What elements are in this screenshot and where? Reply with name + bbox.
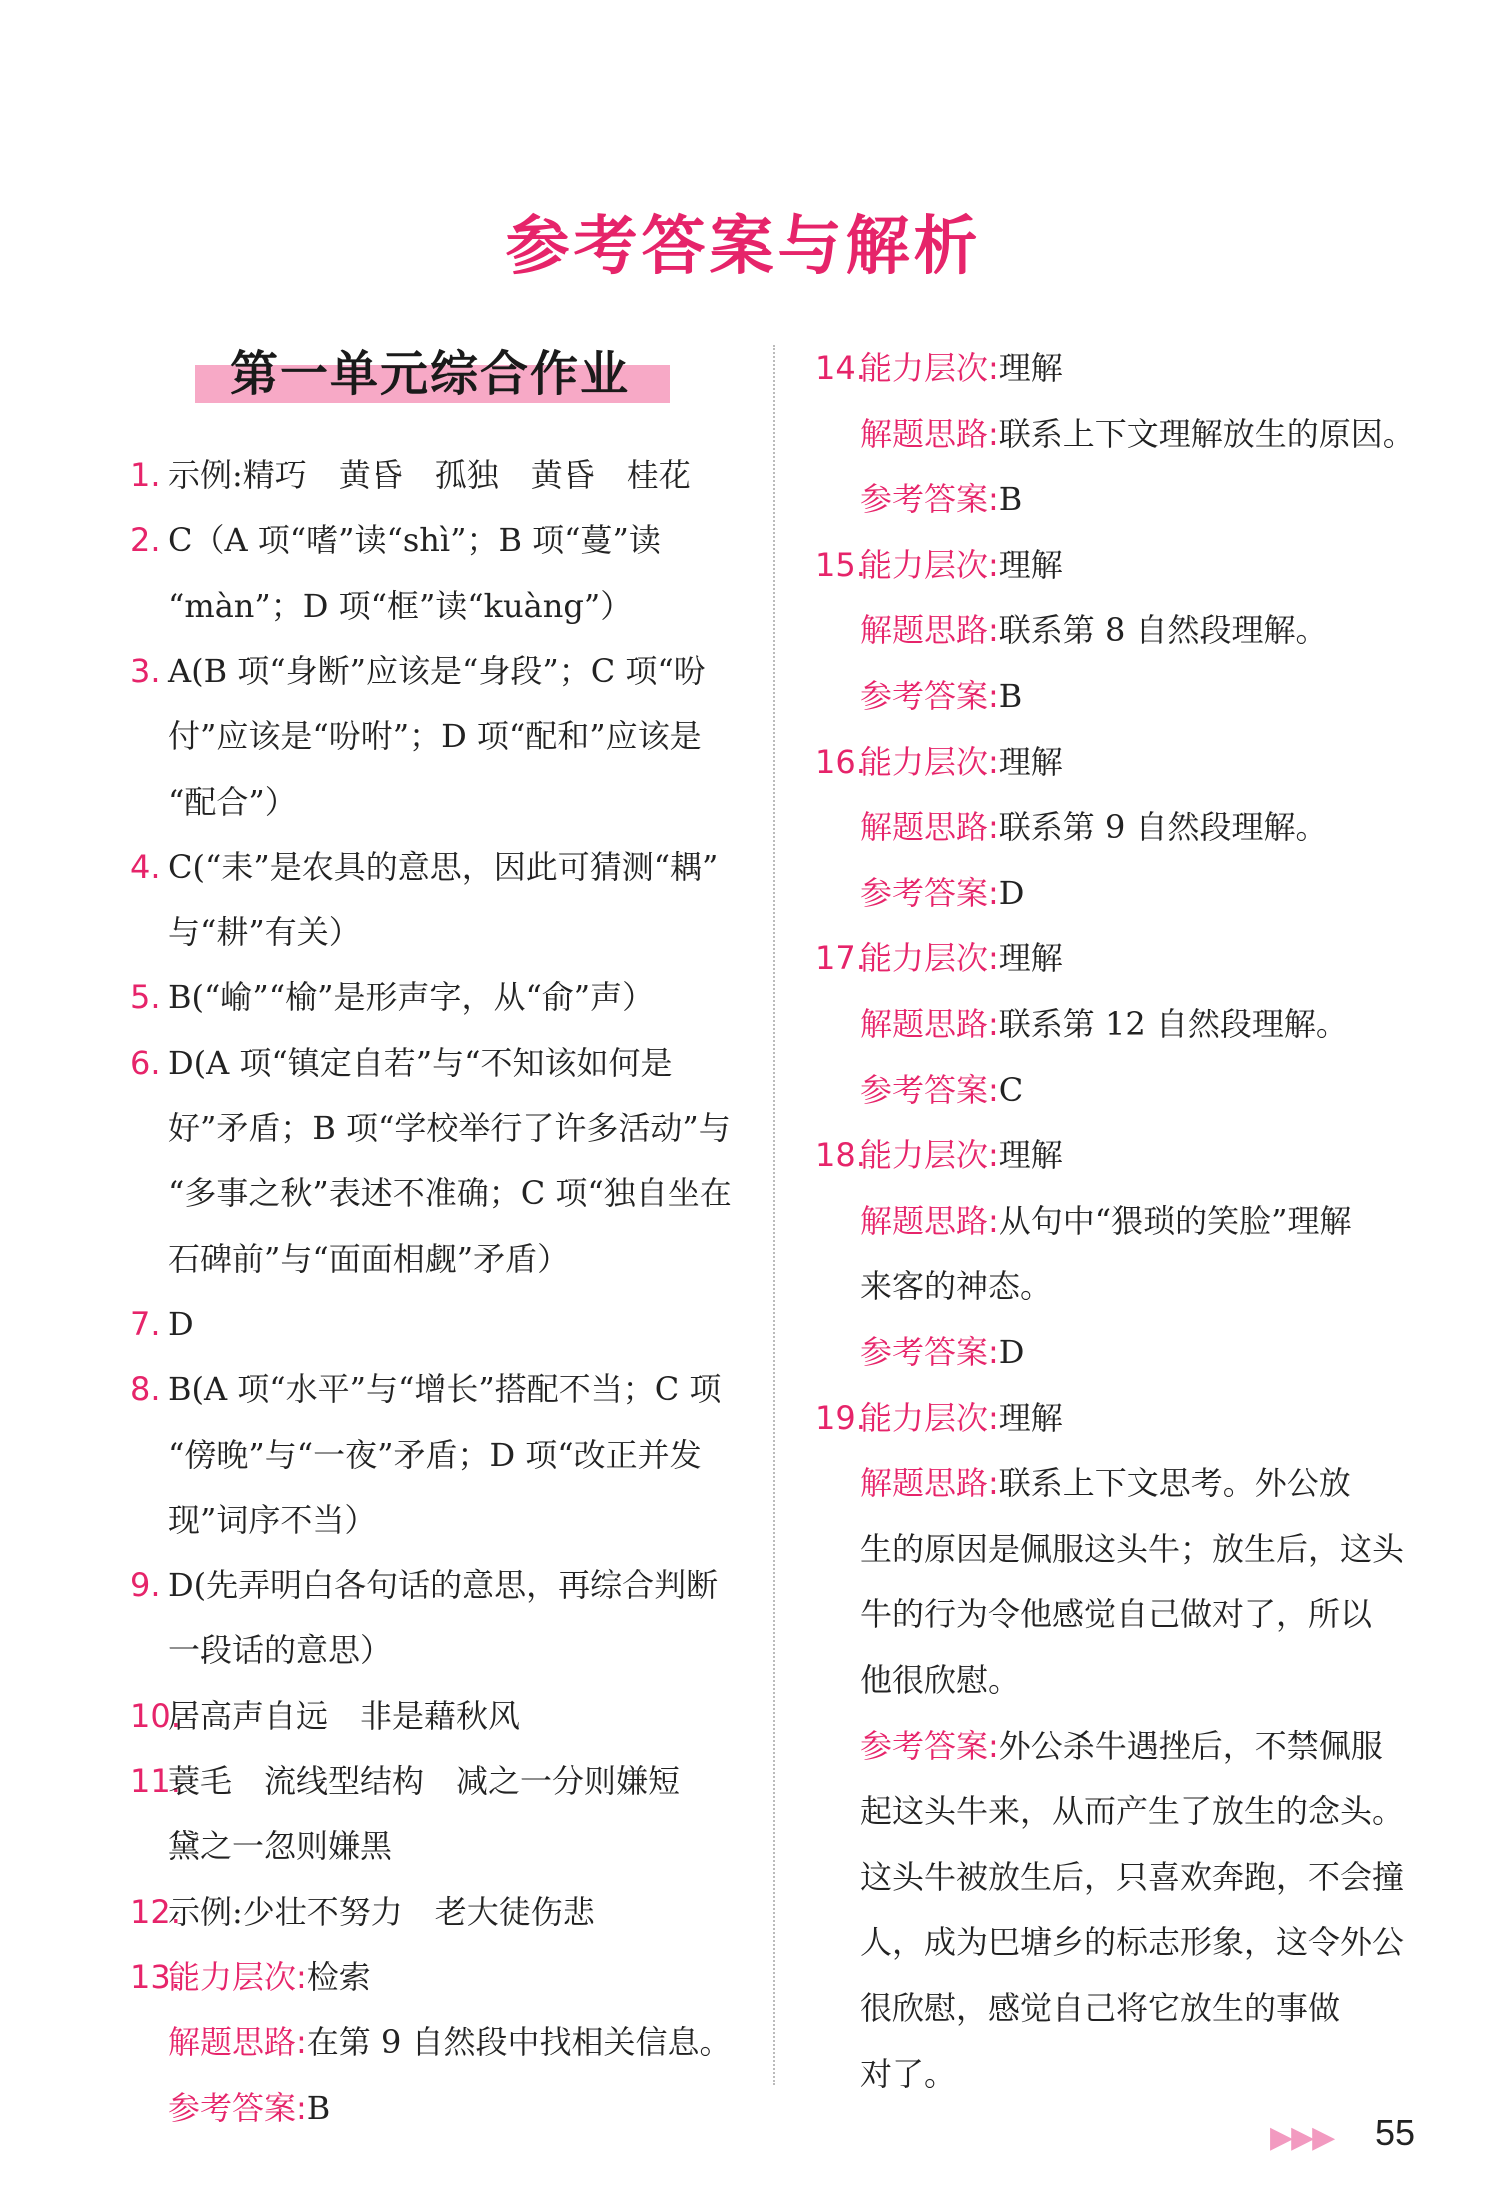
right-answer-line [860, 1988, 1340, 2028]
answer-text: C [998, 1070, 1024, 1109]
answer-text: 来客的神态。 [860, 1267, 1053, 1306]
answer-text: 人，成为巴塘乡的标志形象，这令外公 [860, 1923, 1405, 1962]
answer-number: 10. [130, 1696, 181, 1735]
answer-number: 1. [130, 456, 161, 494]
answer-text: 检索 [306, 1957, 371, 1996]
answer-key-label: 能力层次: [860, 1136, 999, 1175]
section-banner [195, 335, 670, 407]
answer-number: 13. [130, 1957, 181, 1996]
answer-text: “多事之秋”表述不准确；C 项“独自坐在 [168, 1174, 732, 1213]
answer-text: 这头牛被放生后，只喜欢奔跑，不会撞 [860, 1857, 1405, 1896]
answer-number: 19. [815, 1398, 866, 1437]
answer-number: 18. [815, 1136, 866, 1175]
answer-text: 一段话的意思） [168, 1631, 393, 1670]
answer-text: 理解 [998, 349, 1063, 387]
answer-text: 居高声自远 非是藉秋风 [168, 1696, 521, 1735]
right-answer-line [860, 348, 1063, 388]
answer-text: C(“耒”是农具的意思，因此可猜测“耦” [168, 847, 719, 886]
answer-number: 17. [815, 939, 866, 978]
right-answer-line [860, 1463, 1351, 1503]
answer-key-label: 能力层次: [860, 742, 999, 781]
left-answer-line [168, 1826, 392, 1866]
answer-key-label: 能力层次: [860, 1398, 999, 1437]
answer-text: 示例:精巧 黄昏 孤独 黄昏 桂花 [168, 456, 691, 494]
section-title: 第一单元综合作业 [230, 346, 631, 402]
answer-text: 好”矛盾；B 项“学校举行了许多活动”与 [168, 1109, 731, 1147]
answer-key-label: 参考答案: [168, 2088, 307, 2127]
right-answer-line [860, 414, 1415, 454]
answer-text: 联系上下文理解放生的原因。 [998, 414, 1415, 453]
answer-number: 5. [130, 978, 161, 1017]
answer-number: 16. [815, 742, 866, 781]
right-answer-line [860, 807, 1328, 847]
page-number: 55 [1375, 2112, 1416, 2153]
right-answer-line [860, 1135, 1063, 1175]
answer-text: “配合”） [168, 782, 297, 821]
left-answer-line [168, 1043, 673, 1083]
answer-key-label: 参考答案: [860, 873, 999, 912]
answer-text: B(A 项“水平”与“增长”搭配不当；C 项 [168, 1370, 722, 1409]
left-answer-line [168, 1761, 680, 1801]
answer-number: 12. [130, 1892, 181, 1931]
left-answer-line [168, 1565, 718, 1605]
answer-key-label: 解题思路: [168, 2023, 307, 2062]
left-answer-line [168, 1239, 569, 1279]
left-answer-line [168, 586, 632, 626]
answer-number: 15. [815, 545, 866, 584]
right-answer-line [860, 1332, 1024, 1372]
left-answer-line [168, 651, 706, 691]
answer-key-label: 参考答案: [860, 677, 999, 715]
answer-text: 与“耕”有关） [168, 913, 361, 952]
left-answer-line [168, 1630, 392, 1670]
answer-text: D(A 项“镇定自若”与“不知该如何是 [168, 1043, 673, 1082]
answer-number: 11. [130, 1762, 181, 1800]
answer-key-label: 能力层次: [860, 545, 999, 584]
column-divider [773, 345, 775, 2085]
answer-key-label: 解题思路: [860, 1464, 999, 1503]
answer-text: “màn”；D 项“框”读“kuàng”） [168, 586, 633, 625]
right-answer-line [860, 1529, 1404, 1569]
answer-text: 对了。 [860, 2054, 957, 2093]
answer-key-label: 参考答案: [860, 1333, 999, 1371]
answer-key-label: 参考答案: [860, 1070, 999, 1109]
answer-key-label: 参考答案: [860, 1726, 999, 1765]
answer-key-label: 解题思路: [860, 1201, 999, 1240]
answer-key-label: 解题思路: [860, 414, 999, 453]
left-answer-line [168, 2022, 732, 2062]
right-answer-line [860, 1398, 1063, 1438]
answer-number: 9. [130, 1566, 161, 1605]
answer-number: 7. [130, 1304, 161, 1343]
answer-text: B(“崳”“榆”是形声字，从“俞”声） [168, 978, 655, 1017]
answer-text: 理解 [998, 1136, 1063, 1175]
answer-text: 理解 [998, 742, 1063, 781]
answer-text: 外公杀牛遇挫后，不禁佩服 [998, 1726, 1383, 1765]
right-answer-line [860, 1594, 1372, 1634]
right-answer-line [860, 1266, 1052, 1306]
answer-text: 联系第 12 自然段理解。 [998, 1005, 1348, 1043]
answer-number: 6. [130, 1043, 161, 1082]
answer-text: 现”词序不当） [168, 1500, 377, 1539]
right-answer-line [860, 1857, 1404, 1897]
answer-text: 付”应该是“吩咐”；D 项“配和”应该是 [168, 717, 702, 756]
right-answer-line [860, 1070, 1023, 1110]
left-answer-line [168, 912, 361, 952]
answer-number: 4. [130, 847, 161, 886]
left-answer-line [168, 847, 718, 887]
answer-key-label: 参考答案: [860, 480, 999, 519]
answer-text: 牛的行为令他感觉自己做对了，所以 [860, 1595, 1373, 1634]
answer-key-label: 能力层次: [860, 349, 999, 387]
right-answer-line [860, 1791, 1404, 1831]
answer-text: 起这头牛来，从而产生了放生的念头。 [860, 1792, 1405, 1831]
right-answer-line [860, 1726, 1383, 1766]
right-answer-line [860, 1922, 1404, 1962]
answer-key-label: 解题思路: [860, 808, 999, 847]
answer-text: 生的原因是佩服这头牛；放生后，这头 [860, 1529, 1405, 1568]
left-answer-line [168, 1304, 194, 1344]
left-answer-line [168, 1435, 702, 1475]
right-answer-line [860, 2054, 956, 2094]
answer-number: 3. [130, 651, 161, 690]
answer-key-label: 能力层次: [168, 1957, 307, 1996]
right-answer-line [860, 676, 1022, 716]
left-answer-line [168, 1957, 371, 1997]
left-answer-line [168, 520, 661, 560]
answer-text: 蓑毛 流线型结构 减之一分则嫌短 [168, 1762, 681, 1800]
answer-text: C（A 项“嗜”读“shì”；B 项“蔓”读 [168, 521, 661, 560]
left-answer-line [168, 1696, 520, 1736]
right-answer-line [860, 1201, 1352, 1241]
right-answer-line [860, 610, 1328, 650]
answer-text: 理解 [998, 939, 1063, 978]
answer-key-label: 解题思路: [860, 611, 999, 650]
left-answer-line [168, 1108, 731, 1148]
answer-number: 14. [815, 349, 866, 387]
answer-text: 联系第 9 自然段理解。 [998, 808, 1328, 847]
left-answer-line [168, 977, 654, 1017]
answer-text: D [168, 1304, 194, 1343]
answer-number: 2. [130, 521, 161, 560]
answer-text: 在第 9 自然段中找相关信息。 [306, 2023, 732, 2062]
left-answer-line [168, 1892, 595, 1932]
answer-text: A(B 项“身断”应该是“身段”；C 项“吩 [168, 651, 706, 690]
answer-key-label: 能力层次: [860, 939, 999, 978]
answer-text: 他很欣慰。 [860, 1661, 1021, 1699]
answer-text: 石碑前”与“面面相觑”矛盾） [168, 1239, 570, 1278]
left-answer-line [168, 1173, 732, 1213]
footer-arrows-icon: ▶▶▶ [1270, 2120, 1334, 2155]
left-answer-line [168, 1500, 376, 1540]
right-answer-line [860, 479, 1022, 519]
left-answer-line [168, 455, 691, 495]
answer-text: B [306, 2088, 331, 2127]
answer-number: 8. [130, 1370, 161, 1409]
right-answer-line [860, 873, 1024, 913]
answer-text: D [998, 1333, 1025, 1371]
left-answer-line [168, 1369, 721, 1409]
answer-text: 很欣慰，感觉自己将它放生的事做 [860, 1989, 1341, 2027]
answer-text: 联系上下文思考。外公放 [998, 1464, 1351, 1503]
answer-text: B [998, 677, 1023, 715]
answer-text: 黛之一忽则嫌黑 [168, 1827, 393, 1866]
answer-text: 理解 [998, 545, 1063, 584]
answer-text: 从句中“猥琐的笑脸”理解 [998, 1201, 1352, 1240]
right-answer-line [860, 545, 1063, 585]
left-answer-line [168, 2088, 330, 2128]
right-answer-line [860, 938, 1063, 978]
answer-text: “傍晚”与“一夜”矛盾；D 项“改正并发 [168, 1435, 702, 1474]
left-answer-line [168, 782, 297, 822]
answer-text: 理解 [998, 1398, 1063, 1437]
right-answer-line [860, 1660, 1020, 1700]
answer-text: B [998, 480, 1023, 519]
right-answer-line [860, 742, 1063, 782]
right-answer-line [860, 1004, 1348, 1044]
answer-text: 联系第 8 自然段理解。 [998, 611, 1328, 650]
answer-text: 示例:少壮不努力 老大徒伤悲 [168, 1892, 595, 1931]
answer-key-label: 解题思路: [860, 1005, 999, 1043]
answer-text: D(先弄明白各句话的意思，再综合判断 [168, 1566, 719, 1605]
answer-text: D [998, 873, 1025, 912]
left-answer-line [168, 716, 702, 756]
page-title: 参考答案与解析 [505, 210, 982, 284]
